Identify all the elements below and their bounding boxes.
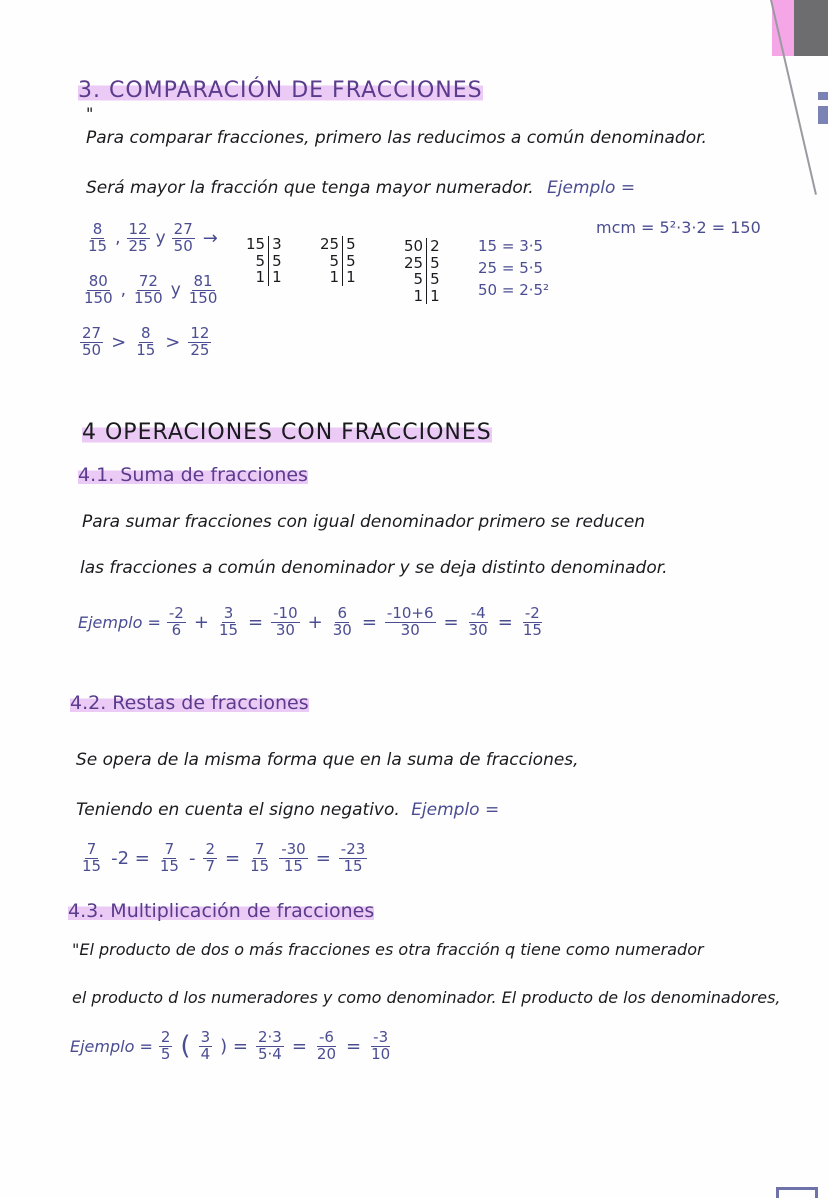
section-4-title: 4 OPERACIONES CON FRACCIONES (82, 420, 492, 445)
fraction: $\frac{27}{50}$ (82, 324, 102, 359)
subsection-4-2-line-1: Se opera de la misma forma que en la suma de fracciones, (76, 750, 579, 770)
section-3-line-1: Para comparar fracciones, primero las reducimos a común denominador. (86, 128, 707, 148)
converted-fractions: $\frac{80}{150}$ , $\frac{72}{150}$ y $\frac{81}{150}$ (84, 272, 218, 307)
bottom-page-mark (776, 1187, 818, 1198)
subsection-4-1-line-1: Para sumar fracciones con igual denominador primero se reducen (82, 512, 646, 532)
fraction: $\frac{80}{150}$ (84, 272, 113, 307)
subsection-4-1-line-2: las fracciones a común denominador y se deja distinto denominador. (80, 558, 668, 578)
arrow-icon: → (202, 227, 218, 249)
fraction-ordering: $\frac{27}{50}$ > $\frac{8}{15}$ > $\frac{12}{25}$ (82, 324, 210, 359)
fraction: $\frac{72}{150}$ (134, 272, 163, 307)
background-dark-surface (794, 0, 828, 56)
division-table-50: 50 2 25 5 5 5 1 1 (404, 237, 440, 305)
subsection-4-2-title: 4.2. Restas de fracciones (70, 692, 309, 714)
subsection-4-3-line-2: el producto d los numeradores y como denominador. El producto de los denominadores, (72, 988, 781, 1007)
fraction: $\frac{8}{15}$ (136, 324, 156, 359)
factorizations: 15 = 3·5 25 = 5·5 50 = 2·5² (478, 237, 550, 299)
section-3-title: 3. COMPARACIÓN DE FRACCIONES (78, 78, 483, 103)
blue-tab-bottom (818, 106, 828, 124)
subsection-4-1-title: 4.1. Suma de fracciones (78, 464, 308, 486)
mcm-result: mcm = 5²·3·2 = 150 (596, 218, 761, 237)
subsection-4-2-example: $\frac{7}{15}$ -2 = $\frac{7}{15}$ - $\frac{2}{7}$ = $\frac{7}{15}$ $\frac{-30}{15}$ = $\frac{-23}{15}$ (82, 840, 366, 875)
section-3-line-2: Será mayor la fracción que tenga mayor numerador. Ejemplo = (86, 178, 636, 198)
fraction: $\frac{12}{25}$ (128, 220, 148, 255)
division-table-25: 25 5 5 5 1 1 (320, 235, 356, 286)
fraction: $\frac{81}{150}$ (188, 272, 218, 307)
fraction: $\frac{27}{50}$ (173, 220, 193, 255)
subsection-4-3-line-1: "El producto de dos o más fracciones es otra fracción q tiene como numerador (72, 940, 704, 959)
quote-mark: " (86, 104, 94, 123)
subsection-4-3-title: 4.3. Multiplicación de fracciones (68, 900, 375, 922)
subsection-4-1-example: Ejemplo = $\frac{-2}{6}$ + $\frac{3}{15}$ = $\frac{-10}{30}$ + $\frac{6}{30}$ = $\frac{-10+6}{30}$ = $\frac{-4}{30}$ = $\frac{-2}{15}$ (78, 604, 542, 639)
fraction: $\frac{8}{15}$ (88, 220, 108, 255)
subsection-4-2-line-2: Teniendo en cuenta el signo negativo. Ejemplo = (76, 800, 500, 820)
subsection-4-3-example: Ejemplo = $\frac{2}{5}$ ( $\frac{3}{4}$ ) = $\frac{2\cdot 3}{5\cdot 4}$ = $\frac{-6}{20}$ = $\frac{-3}{10}$ (70, 1028, 391, 1063)
fraction: $\frac{12}{25}$ (190, 324, 210, 359)
blue-tab-top (818, 92, 828, 100)
original-fractions: $\frac{8}{15}$ , $\frac{12}{25}$ y $\frac{27}{50}$ → (88, 220, 218, 255)
division-table-15: 15 3 5 5 1 1 (246, 235, 282, 286)
